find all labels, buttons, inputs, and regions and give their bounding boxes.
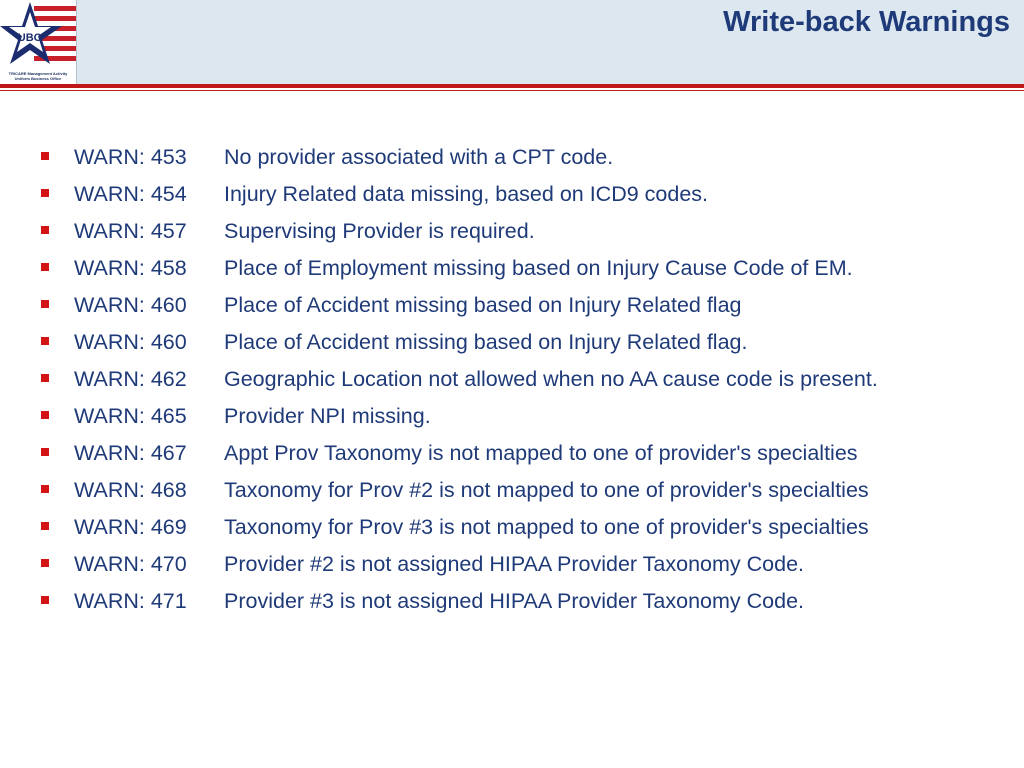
square-bullet-icon (41, 522, 49, 530)
warning-item (37, 216, 1012, 246)
warning-code: WARN: 453 (74, 145, 187, 169)
square-bullet-icon (41, 448, 49, 456)
warnings-list (37, 142, 1012, 623)
warning-message: Injury Related data missing, based on ICD9 codes. (224, 182, 709, 206)
square-bullet-icon (41, 596, 49, 604)
square-bullet-icon (41, 559, 49, 567)
warning-code: WARN: 467 (74, 441, 187, 465)
warning-message: Supervising Provider is required. (224, 219, 535, 243)
square-bullet-icon (41, 337, 49, 345)
warning-code: WARN: 460 (74, 330, 187, 354)
warning-code: WARN: 462 (74, 367, 187, 391)
header-divider-thin (0, 90, 1024, 91)
warning-item (37, 327, 1012, 357)
slide-header (0, 0, 1024, 84)
warning-item (37, 401, 1012, 431)
logo-text: UBO (17, 32, 43, 44)
warning-item (37, 475, 1012, 505)
square-bullet-icon (41, 485, 49, 493)
warning-code: WARN: 458 (74, 256, 187, 280)
logo-caption-line1: TRICARE Management Activity (8, 71, 68, 76)
warning-item (37, 253, 1012, 283)
square-bullet-icon (41, 300, 49, 308)
warning-code: WARN: 454 (74, 182, 187, 206)
warning-message: Taxonomy for Prov #3 is not mapped to one of provider's specialties (224, 515, 869, 539)
warning-message: Place of Employment missing based on Injury Cause Code of EM. (224, 256, 853, 280)
warning-code: WARN: 469 (74, 515, 187, 539)
warning-code: WARN: 470 (74, 552, 187, 576)
warning-message: Appt Prov Taxonomy is not mapped to one of provider's specialties (224, 441, 858, 465)
warning-message: Place of Accident missing based on Injury Related flag. (224, 330, 748, 354)
square-bullet-icon (41, 411, 49, 419)
flag-star-logo-icon (0, 0, 76, 72)
warning-message: Provider #2 is not assigned HIPAA Provider Taxonomy Code. (224, 552, 805, 576)
warning-code: WARN: 457 (74, 219, 187, 243)
warning-code: WARN: 465 (74, 404, 187, 428)
logo-caption (2, 71, 74, 81)
warning-item (37, 142, 1012, 172)
logo-caption-line2: Uniform Business Office (14, 76, 62, 81)
warning-item (37, 179, 1012, 209)
warning-item (37, 438, 1012, 468)
square-bullet-icon (41, 263, 49, 271)
warning-item (37, 290, 1012, 320)
warning-item (37, 586, 1012, 616)
warning-item (37, 512, 1012, 542)
warning-message: Taxonomy for Prov #2 is not mapped to one of provider's specialties (224, 478, 869, 502)
warning-item (37, 364, 1012, 394)
warning-message: Provider #3 is not assigned HIPAA Provider Taxonomy Code. (224, 589, 805, 613)
warning-code: WARN: 460 (74, 293, 187, 317)
square-bullet-icon (41, 226, 49, 234)
warning-message: Geographic Location not allowed when no AA cause code is present. (224, 367, 878, 391)
warning-code: WARN: 471 (74, 589, 187, 613)
warning-message: No provider associated with a CPT code. (224, 145, 614, 169)
ubo-logo (0, 0, 77, 84)
square-bullet-icon (41, 152, 49, 160)
warning-message: Place of Accident missing based on Injury Related flag (224, 293, 742, 317)
warning-message: Provider NPI missing. (224, 404, 431, 428)
square-bullet-icon (41, 374, 49, 382)
square-bullet-icon (41, 189, 49, 197)
page-title: Write-back Warnings (723, 6, 1010, 38)
warning-item (37, 549, 1012, 579)
header-divider-thick (0, 84, 1024, 88)
warning-code: WARN: 468 (74, 478, 187, 502)
